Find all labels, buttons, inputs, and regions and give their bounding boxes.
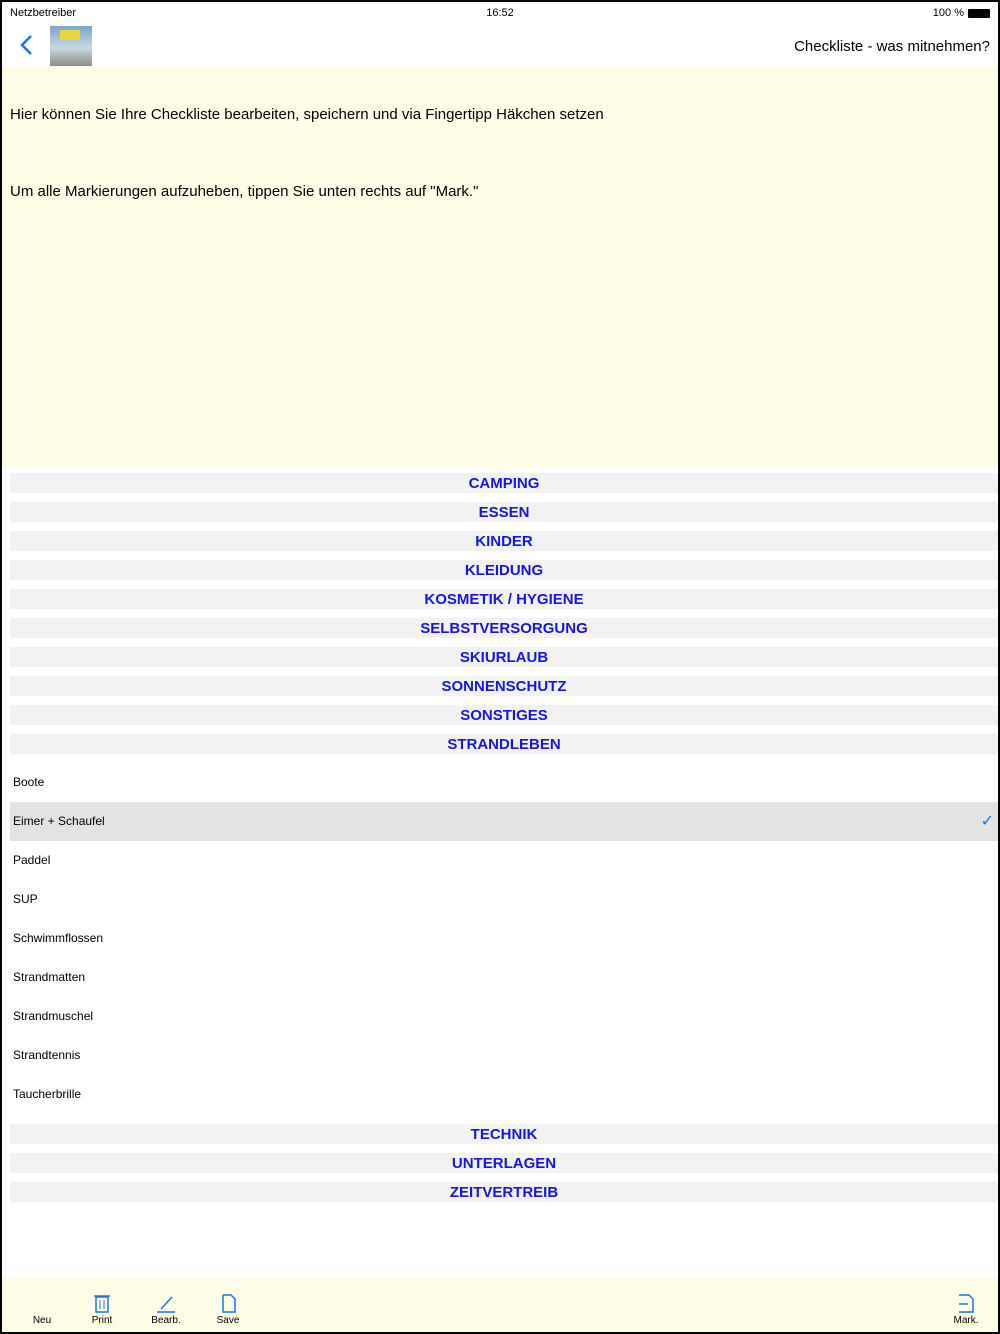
info-text-mark: Um alle Markierungen aufzuheben, tippen Sie unten rechts auf "Mark." — [10, 183, 479, 200]
category-row-8[interactable]: SONSTIGES — [10, 705, 998, 725]
carrier-label: Netzbetreiber — [10, 7, 77, 19]
list-item-label: SUP — [13, 892, 38, 906]
checklist — [10, 473, 998, 1211]
list-item[interactable] — [10, 841, 998, 880]
list-item[interactable] — [10, 958, 998, 997]
list-item[interactable] — [10, 919, 998, 958]
clock: 16:52 — [486, 7, 514, 19]
category-row-7[interactable]: SONNENSCHUTZ — [10, 676, 998, 696]
category-row-5[interactable]: SELBSTVERSORGUNG — [10, 618, 998, 638]
list-item-label: Boote — [13, 775, 45, 789]
category-row-b1[interactable]: UNTERLAGEN — [10, 1153, 998, 1173]
edit-button[interactable] — [146, 1292, 186, 1330]
save-label: Save — [216, 1315, 240, 1326]
print-button[interactable] — [82, 1292, 122, 1330]
category-row-b0[interactable]: TECHNIK — [10, 1124, 998, 1144]
mark-icon — [954, 1292, 978, 1314]
edit-label: Bearb. — [151, 1315, 181, 1326]
list-item[interactable] — [10, 997, 998, 1036]
page-title: Checkliste - was mitnehmen? — [794, 38, 990, 55]
mark-button[interactable] — [946, 1292, 986, 1330]
pencil-icon — [154, 1292, 178, 1314]
blank-icon — [30, 1292, 54, 1314]
info-text-edit: Hier können Sie Ihre Checkliste bearbeiten, speichern und via Fingertipp Häkchen setzen — [10, 106, 604, 123]
status-bar — [2, 2, 998, 24]
new-button[interactable] — [22, 1292, 62, 1330]
document-icon — [216, 1292, 240, 1314]
list-item[interactable] — [10, 1036, 998, 1075]
battery-percent: 100 % — [932, 7, 964, 19]
list-item-label: Schwimmflossen — [13, 931, 104, 945]
mark-label: Mark. — [953, 1315, 979, 1326]
navigation-bar — [2, 24, 998, 66]
category-row-0[interactable]: CAMPING — [10, 473, 998, 493]
strandleben-items — [10, 763, 998, 1114]
checkmark-icon: ✓ — [980, 813, 994, 830]
list-item[interactable] — [10, 802, 998, 841]
list-item-label: Eimer + Schaufel — [13, 814, 105, 828]
save-button[interactable] — [208, 1292, 248, 1330]
print-label: Print — [91, 1315, 113, 1326]
category-row-4[interactable]: KOSMETIK / HYGIENE — [10, 589, 998, 609]
category-row-1[interactable]: ESSEN — [10, 502, 998, 522]
app-thumbnail — [50, 26, 92, 66]
category-row-b2[interactable]: ZEITVERTREIB — [10, 1182, 998, 1202]
battery-indicator — [933, 7, 990, 19]
new-label: Neu — [32, 1315, 52, 1326]
category-row-2[interactable]: KINDER — [10, 531, 998, 551]
battery-icon — [968, 9, 990, 18]
info-panel — [2, 66, 998, 468]
list-item[interactable] — [10, 763, 998, 802]
back-button[interactable] — [14, 30, 40, 60]
list-item-label: Paddel — [13, 853, 51, 867]
category-row-3[interactable]: KLEIDUNG — [10, 560, 998, 580]
list-item-label: Strandmuschel — [13, 1009, 94, 1023]
list-item-label: Taucherbrille — [13, 1087, 82, 1101]
thumbnail-badge — [60, 30, 80, 40]
list-item[interactable] — [10, 880, 998, 919]
list-item-label: Strandtennis — [13, 1048, 81, 1062]
trash-icon — [90, 1292, 114, 1314]
category-row-9[interactable]: STRANDLEBEN — [10, 734, 998, 754]
chevron-left-icon — [14, 30, 40, 60]
bottom-toolbar — [2, 1278, 998, 1332]
list-item[interactable] — [10, 1075, 998, 1114]
category-row-6[interactable]: SKIURLAUB — [10, 647, 998, 667]
list-item-label: Strandmatten — [13, 970, 86, 984]
